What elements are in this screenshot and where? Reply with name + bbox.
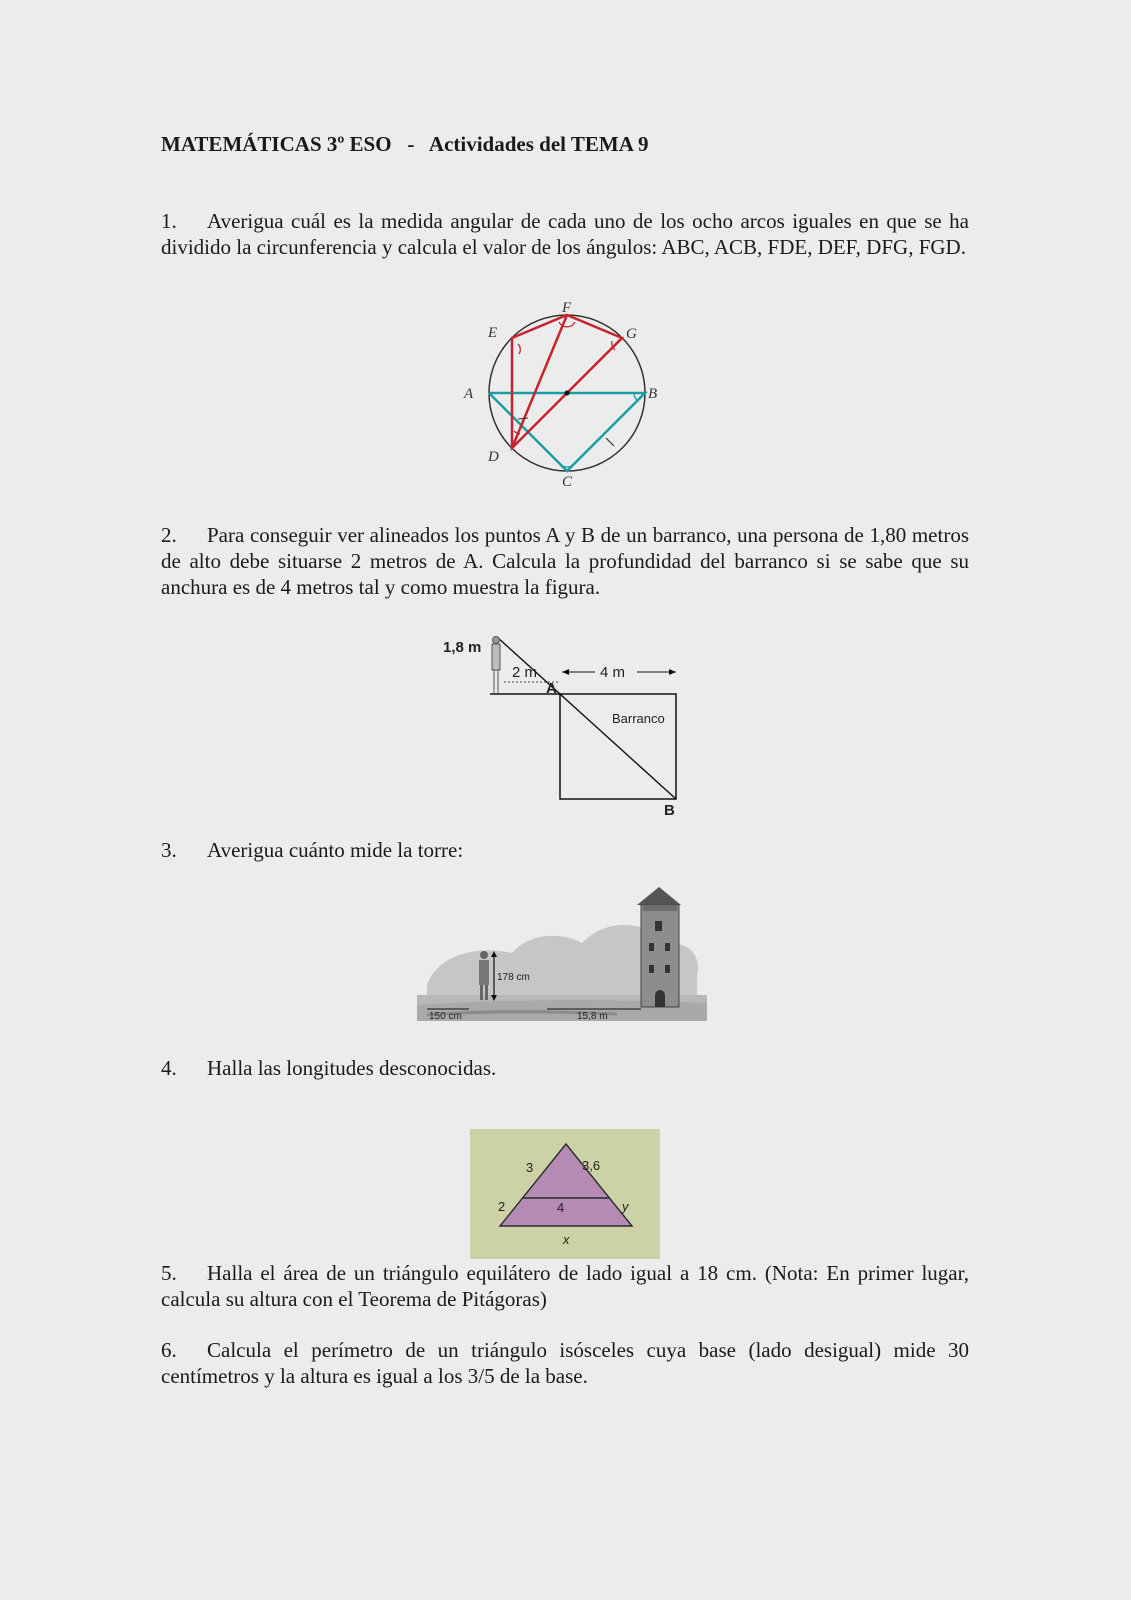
label-y: y [622,1199,629,1214]
label-side-3: 3 [526,1160,534,1175]
ravine-figure [443,632,690,819]
exercise-text: Halla el área de un triángulo equilátero de lado igual a 18 cm. (Nota: En primer lugar, calcula su altura con el Teorema de Pitágoras) [161,1261,969,1311]
label-f: F [562,300,572,316]
label-person-height: 1,8 m [443,639,482,656]
label-side-2: 2 [498,1199,506,1214]
exercise-number: 2. [161,523,177,547]
exercise-5 [161,1260,969,1312]
label-b: B [648,386,658,402]
label-e: E [488,325,498,341]
label-c: C [562,474,573,490]
exercise-text: Averigua cuál es la medida angular de cada uno de los ocho arcos iguales en que se ha dividido la circunferencia y calcula el valor de los ángulos: ABC, ACB, FDE, DEF, DFG, FGD. [161,209,969,259]
label-width: 4 m [600,664,626,681]
label-person-height: 178 cm [497,972,530,983]
label-point-a: A [546,680,557,697]
page-title: MATEMÁTICAS 3º ESO - Actividades del TEMA 9 [161,132,649,156]
label-tower-shadow: 15,8 m [577,1011,608,1022]
center-point [565,391,570,396]
label-person-shadow: 150 cm [429,1011,462,1022]
exercise-number: 5. [161,1261,177,1285]
quad-defg [512,315,622,448]
label-d: D [488,449,499,465]
circle-figure [462,300,682,500]
person-icon [492,637,500,694]
label-a: A [464,386,474,402]
tower-figure [417,895,712,1045]
label-point-b: B [664,802,675,819]
label-middle-4: 4 [557,1200,565,1215]
tower-icon [637,887,681,1007]
exercise-6 [161,1337,969,1389]
exercise-number: 4. [161,1056,177,1080]
exercise-3 [161,837,969,863]
label-ravine: Barranco [612,711,665,726]
exercise-number: 6. [161,1338,177,1362]
exercise-2 [161,522,969,600]
exercise-4 [161,1055,969,1081]
label-g: G [626,326,637,342]
exercise-text: Calcula el perímetro de un triángulo isósceles cuya base (lado desigual) mide 30 centímetros y la altura es igual a los 3/5 de la base. [161,1338,969,1388]
label-x: x [563,1232,570,1247]
exercise-text: Para conseguir ver alineados los puntos A y B de un barranco, una persona de 1,80 metros de alto debe situarse 2 metros de A. Calcula la profundidad del barranco si se sabe que su anchura es de 4 metros tal y como muestra la figura. [161,523,969,599]
triangle-figure [470,1129,660,1259]
exercise-number: 1. [161,209,177,233]
label-distance-a: 2 m [512,664,538,681]
exercise-text: Averigua cuánto mide la torre: [207,838,464,862]
label-side-3-6: 3,6 [582,1158,601,1173]
exercise-number: 3. [161,838,177,862]
exercise-text: Halla las longitudes desconocidas. [207,1056,497,1080]
exercise-1 [161,208,969,260]
